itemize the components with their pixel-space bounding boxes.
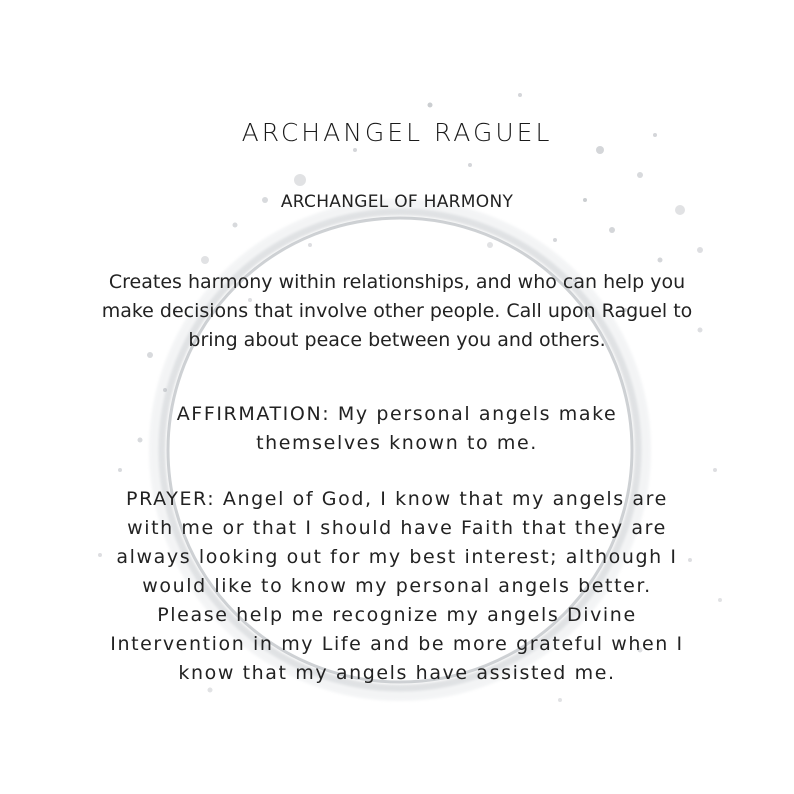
affirmation-line: themselves known to me. — [256, 432, 538, 454]
card-title: ARCHANGEL RAGUEL — [241, 118, 553, 147]
prayer-line: Intervention in my Life and be more grateful when I — [110, 633, 684, 655]
description-line: Creates harmony within relationships, and who can help you — [108, 271, 686, 293]
prayer-line: would like to know my personal angels better. — [142, 575, 652, 597]
description-line: bring about peace between you and others. — [188, 329, 606, 351]
prayer-line: PRAYER: Angel of God, I know that my angels are — [126, 488, 668, 510]
affirmation — [0, 400, 794, 458]
affirmation-line: AFFIRMATION: My personal angels make — [176, 403, 618, 425]
prayer-line: Please help me recognize my angels Divine — [157, 604, 637, 626]
description-line: make decisions that involve other people. Call upon Raguel to — [101, 300, 693, 322]
card-subtitle: ARCHANGEL OF HARMONY — [280, 192, 514, 212]
prayer-line: always looking out for my best interest; although I — [116, 546, 678, 568]
prayer-line: with me or that I should have Faith that they are — [127, 517, 667, 539]
prayer-line: know that my angels have assisted me. — [178, 662, 616, 684]
prayer — [0, 485, 794, 688]
description — [0, 268, 794, 355]
